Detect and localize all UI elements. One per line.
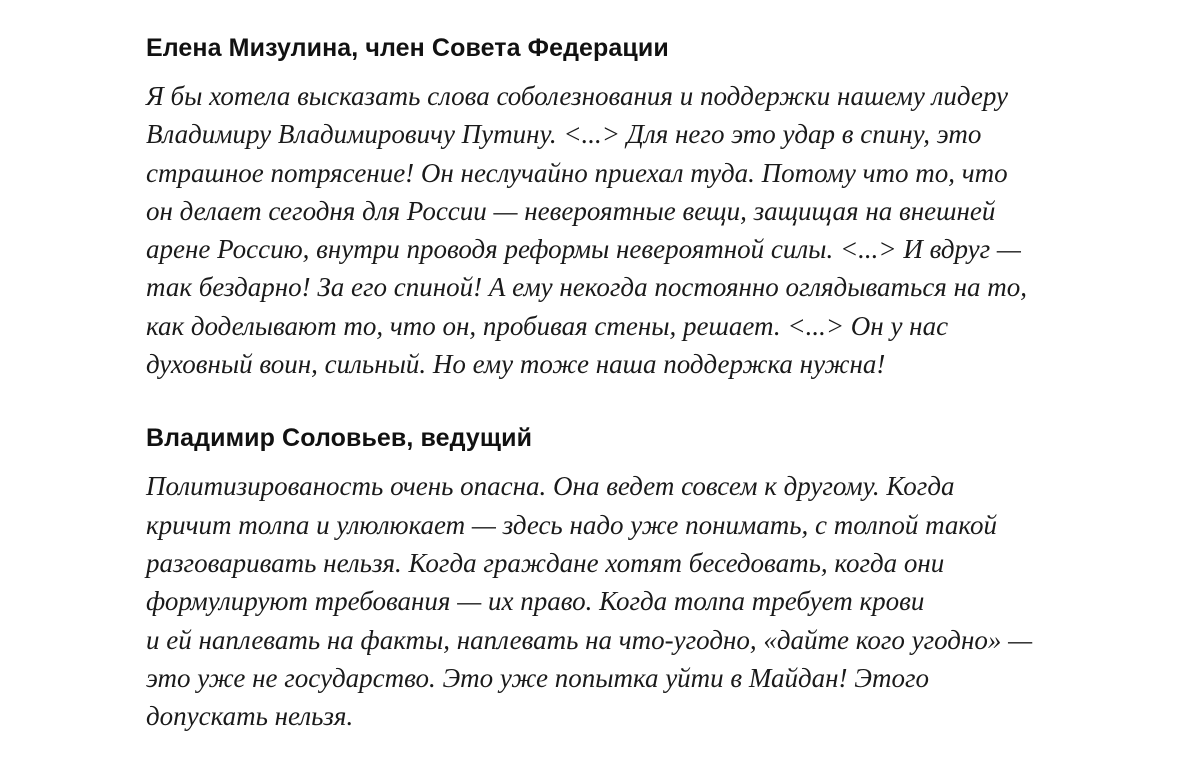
- quote-line: духовный воин, сильный. Но ему тоже наша поддержка нужна!: [146, 349, 886, 380]
- quote-line: формулируют требования — их право. Когда толпа требует крови: [146, 586, 925, 617]
- quote-line: он делает сегодня для России — невероятные вещи, защищая на внешней: [146, 195, 996, 226]
- quote-line: арене Россию, внутри проводя реформы невероятной силы. <...> И вдруг —: [146, 234, 1021, 265]
- article-body: [146, 30, 1086, 735]
- speaker-name: Елена Мизулина, член Совета Федерации: [146, 34, 669, 62]
- quote-line: и ей наплевать на факты, наплевать на что-угодно, «дайте кого угодно» —: [146, 624, 1033, 655]
- quote-line: Политизированость очень опасна. Она ведет совсем к другому. Когда: [146, 471, 955, 502]
- quote-line: Владимиру Владимировичу Путину. <...> Для него это удар в спину, это: [146, 119, 982, 150]
- speaker-name: Владимир Соловьев, ведущий: [146, 424, 533, 453]
- quote-line: разговаривать нельзя. Когда граждане хотят беседовать, когда они: [146, 547, 945, 578]
- quote-text: [146, 467, 1086, 735]
- quote-line: так бездарно! За его спиной! А ему некогда постоянно оглядываться на то,: [146, 272, 1027, 303]
- quote-line: страшное потрясение! Он неслучайно приехал туда. Потому что то, что: [146, 157, 1008, 188]
- quote-block-mizulina: [146, 33, 1086, 383]
- quote-line: это уже не государство. Это уже попытка уйти в Майдан! Этого: [146, 662, 930, 693]
- quote-text: [146, 77, 1086, 383]
- quote-line: допускать нельзя.: [146, 701, 354, 732]
- quote-line: Я бы хотела высказать слова соболезнования и поддержки нашему лидеру: [146, 81, 1008, 111]
- quote-line: как доделывают то, что он, пробивая стены, решает. <...> Он у нас: [146, 310, 949, 341]
- quote-block-solovyov: [146, 423, 1086, 735]
- quote-line: кричит толпа и улюлюкает — здесь надо уже понимать, с толпой такой: [146, 509, 998, 540]
